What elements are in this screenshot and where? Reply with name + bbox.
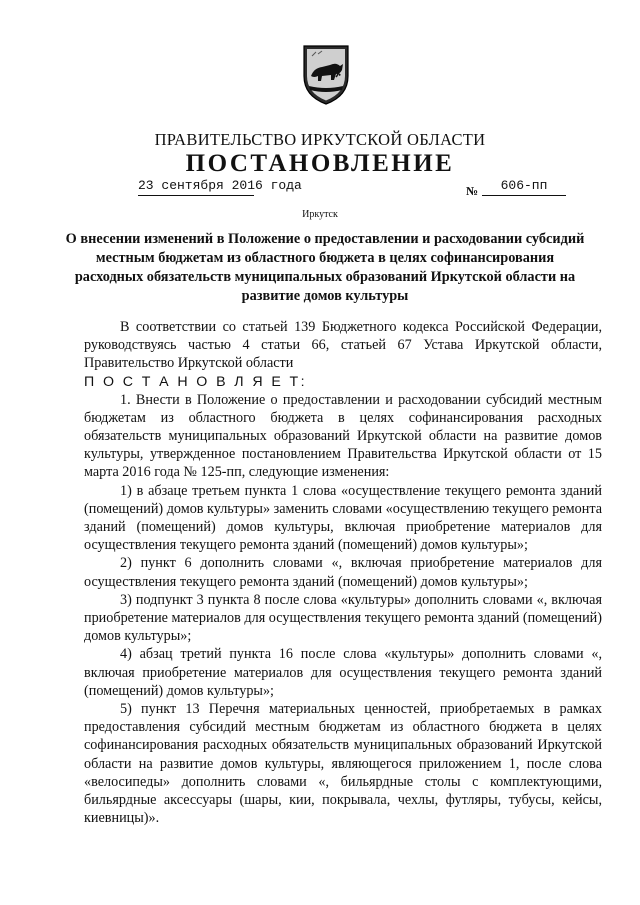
document-date: 23 сентября 2016 года [138, 178, 254, 196]
government-name: ПРАВИТЕЛЬСТВО ИРКУТСКОЙ ОБЛАСТИ [154, 130, 486, 149]
document-number: 606-пп [482, 178, 566, 196]
resolve-heading: П О С Т А Н О В Л Я Е Т: [84, 373, 307, 390]
number-sign: № [466, 184, 479, 198]
paragraph-1: 1. Внести в Положение о предоставлении и расходовании субсидий местным бюджетам из областного бюджета в целях софинансирования расходных обязательств муниципальных образований Иркутской области на развитие домов культуры, утвержденное постановлением Правительства Иркутской области от 15 марта 2016 года № 125-пп, следующие изменения: [84, 391, 602, 481]
paragraph-1-item-4: 4) абзац третий пункта 16 после слова «культуры» дополнить словами «, включая приобретение материалов для осуществления текущего ремонта зданий (помещений) домов культуры»; [84, 646, 602, 699]
paragraph-1-item-2: 2) пункт 6 дополнить словами «, включая приобретение материалов для осуществления текущего ремонта зданий (помещений) домов культуры»; [84, 555, 602, 590]
paragraph-1-item-1: 1) в абзаце третьем пункта 1 слова «осуществление текущего ремонта зданий (помещений) домов культуры» заменить словами «осуществлению текущего ремонта зданий (помещений) домов культуры, включая приобретение материалов для осуществления текущего ремонта зданий (помещений) домов культуры»; [84, 482, 602, 554]
document-body [84, 318, 602, 827]
city-name: Иркутск [302, 209, 338, 220]
paragraph-1-item-5: 5) пункт 13 Перечня материальных ценностей, приобретаемых в рамках предоставления субсидий местным бюджетам из областного бюджета в целях софинансирования расходных обязательств муниципальных образований Иркутской области на развитие домов культуры, являющегося приложением 1, после слова «велосипеды» дополнить словами «, бильярдные столы с комплектующими, бильярдные аксессуары (шары, кии, покрывала, чехлы, футляры, тубусы, кейсы, киевницы)». [84, 701, 602, 827]
intro-paragraph: В соответствии со статьей 139 Бюджетного кодекса Российской Федерации, руководствуясь частью 4 статьи 66, статьей 67 Устава Иркутской области, Правительство Иркутской области [84, 319, 602, 372]
paragraph-1-item-3: 3) подпункт 3 пункта 8 после слова «культуры» дополнить словами «, включая приобретение материалов для осуществления текущего ремонта зданий (помещений) домов культуры»; [84, 591, 602, 645]
document-type-heading: ПОСТАНОВЛЕНИЕ [185, 150, 455, 177]
document-title: О внесении изменений в Положение о предоставлении и расходовании субсидий местным бюджетам из областного бюджета в целях софинансирования расходных обязательств муниципальных образований Иркутской области на развитие домов культуры [65, 231, 585, 304]
irkutsk-coat-of-arms-emblem [300, 42, 352, 106]
